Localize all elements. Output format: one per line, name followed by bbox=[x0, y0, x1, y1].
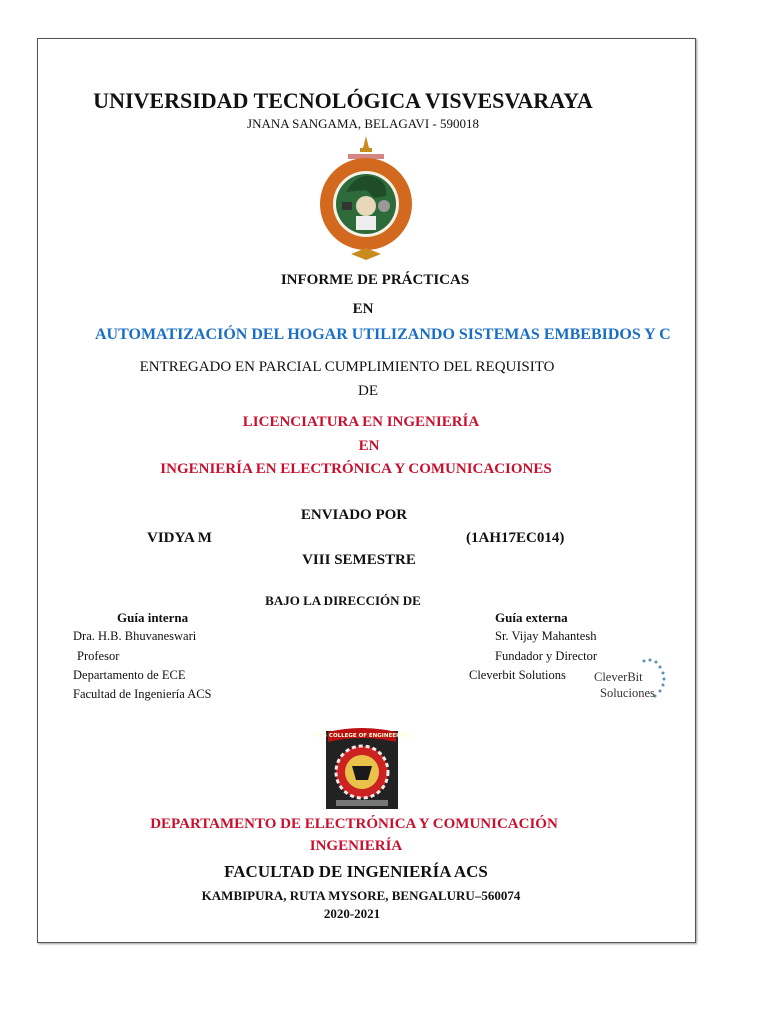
acs-college-logo bbox=[322, 728, 402, 812]
cleverbit-logo-line2: Soluciones bbox=[600, 686, 655, 700]
college-name: FACULTAD DE INGENIERÍA ACS bbox=[224, 862, 488, 881]
internal-guide-role: Profesor bbox=[77, 649, 120, 663]
cleverbit-logo-line1: CleverBit bbox=[594, 670, 643, 684]
semester: VIII SEMESTRE bbox=[302, 552, 416, 568]
degree-branch: INGENIERÍA EN ELECTRÓNICA Y COMUNICACIONES bbox=[160, 461, 552, 477]
acs-logo-banner: ACS COLLEGE OF ENGINEERING bbox=[314, 733, 412, 739]
degree-name: LICENCIATURA EN INGENIERÍA bbox=[242, 414, 480, 430]
student-usn: (1AH17EC014) bbox=[466, 530, 565, 546]
external-guide-title: Guía externa bbox=[495, 610, 568, 625]
report-topic: AUTOMATIZACIÓN DEL HOGAR UTILIZANDO SISTEMAS EMBEBIDOS Y C bbox=[95, 326, 671, 343]
internal-guide-title: Guía interna bbox=[117, 610, 189, 625]
university-address: JNANA SANGAMA, BELAGAVI - 590018 bbox=[247, 116, 479, 131]
external-guide-role: Fundador y Director bbox=[495, 649, 598, 663]
degree-en: EN bbox=[358, 438, 380, 454]
student-name: VIDYA M bbox=[147, 530, 212, 546]
sent-by-heading: ENVIADO POR bbox=[300, 507, 408, 523]
cleverbit-logo bbox=[592, 657, 682, 707]
submitted-line1: ENTREGADO EN PARCIAL CUMPLIMIENTO DEL REQUISITO bbox=[139, 359, 555, 375]
submitted-line2: DE bbox=[358, 383, 378, 399]
academic-year: 2020-2021 bbox=[323, 906, 381, 921]
department-line1: DEPARTAMENTO DE ELECTRÓNICA Y COMUNICACIÓN bbox=[150, 816, 558, 832]
external-guide-name: Sr. Vijay Mahantesh bbox=[495, 629, 597, 643]
report-en: EN bbox=[352, 301, 374, 317]
external-guide-company: Cleverbit Solutions bbox=[469, 668, 566, 682]
university-name: UNIVERSIDAD TECNOLÓGICA VISVESVARAYA bbox=[93, 88, 593, 113]
report-type: INFORME DE PRÁCTICAS bbox=[280, 272, 470, 288]
department-line2: INGENIERÍA bbox=[309, 838, 403, 854]
internal-guide-dept: Departamento de ECE bbox=[73, 668, 186, 682]
college-address: KAMBIPURA, RUTA MYSORE, BENGALURU–560074 bbox=[201, 888, 521, 903]
guidance-heading: BAJO LA DIRECCIÓN DE bbox=[265, 593, 421, 608]
internal-guide-college: Facultad de Ingeniería ACS bbox=[73, 687, 212, 701]
internal-guide-name: Dra. H.B. Bhuvaneswari bbox=[73, 629, 197, 643]
vtu-seal-logo bbox=[316, 134, 416, 264]
